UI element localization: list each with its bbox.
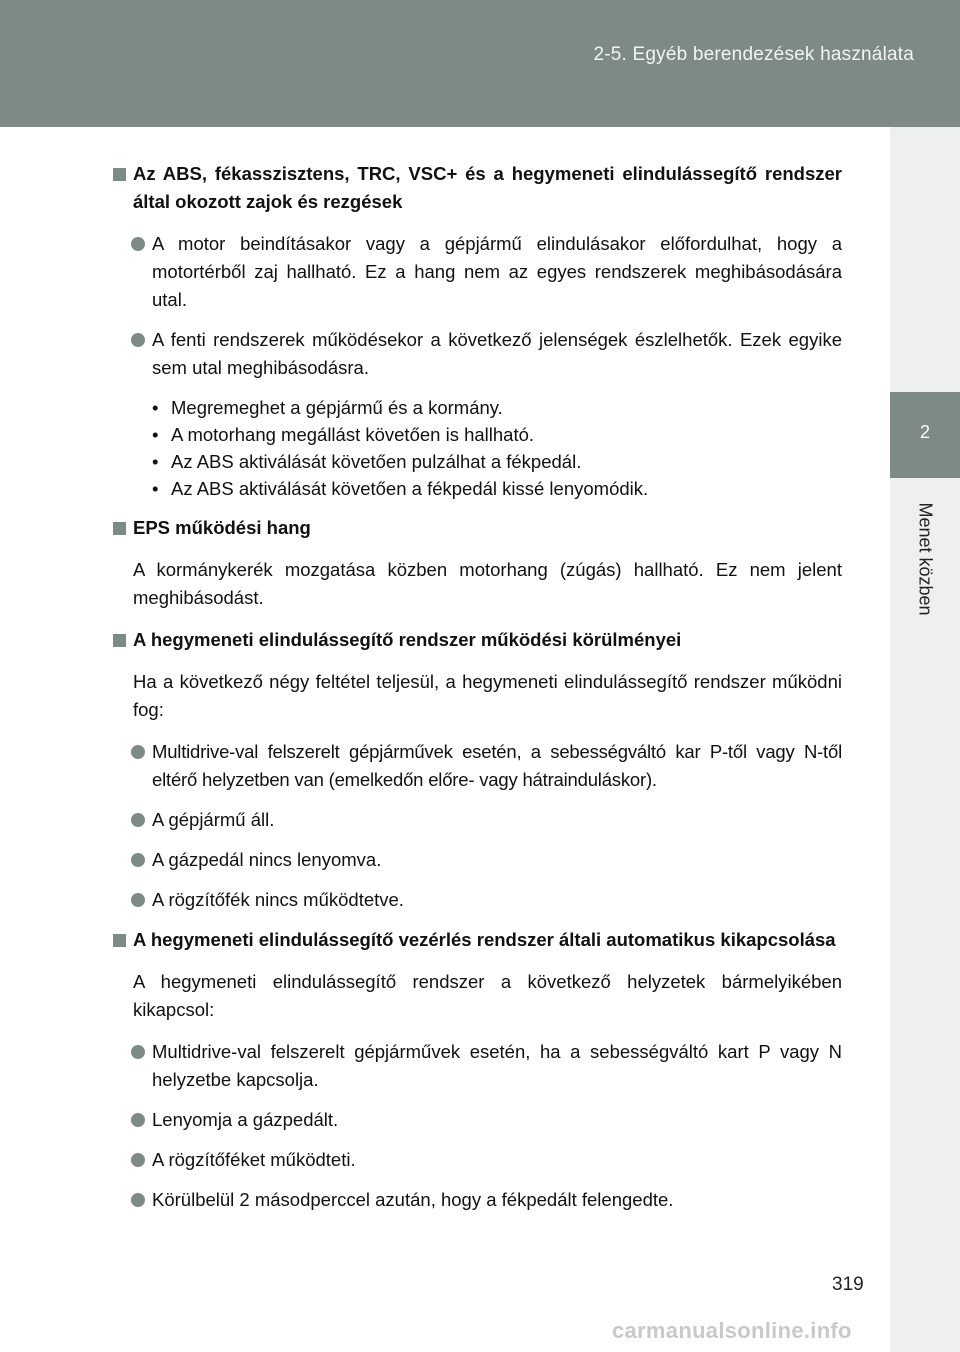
circle-bullet-icon [131,237,145,251]
list-item: A motor beindításakor vagy a gépjármű elindulásakor előfordulhat, hogy a motortérből zaj hallható. Ez a hang nem az egyes rendszerek meghibásodására utal. [111,230,842,314]
circle-bullet-icon [131,1193,145,1207]
list-item: Lenyomja a gázpedált. [111,1106,842,1134]
page-header [0,0,960,127]
circle-bullet-icon [131,333,145,347]
sub-list-item: • Az ABS aktiválását követően pulzálhat a fékpedál. [111,448,842,475]
chapter-title: 2-5. Egyéb berendezések használata [593,44,914,65]
circle-bullet-icon [131,745,145,759]
dot-marker: • [152,451,159,472]
circle-bullet-icon [131,1113,145,1127]
circle-bullet-icon [131,1045,145,1059]
square-bullet-icon [113,634,126,647]
dot-marker: • [152,397,159,418]
page-content [111,160,842,1226]
section-heading: A hegymeneti elindulássegítő rendszer működési körülményei [111,626,842,654]
list-item: Multidrive-val felszerelt gépjárművek esetén, a sebességváltó kar P-től vagy N-től eltérő helyzetben van (emelkedőn előre- vagy hátrainduláskor). [111,738,842,794]
side-strip-top [890,127,960,392]
chapter-number: 2 [919,422,930,442]
section-heading: Az ABS, fékasszisztens, TRC, VSC+ és a hegymeneti elindulássegítő rendszer által okozott zajok és rezgések [111,160,842,216]
circle-bullet-icon [131,893,145,907]
square-bullet-icon [113,522,126,535]
list-item: A fenti rendszerek működésekor a következő jelenségek észlelhetők. Ezek egyike sem utal meghibásodásra. [111,326,842,382]
square-bullet-icon [113,934,126,947]
watermark: carmanualsonline.info [612,1318,852,1343]
paragraph: A kormánykerék mozgatása közben motorhang (zúgás) hallható. Ez nem jelent meghibásodást. [133,559,842,608]
sub-list-item: • Megremeghet a gépjármű és a kormány. [111,394,842,421]
square-bullet-icon [113,168,126,181]
section-heading: A hegymeneti elindulássegítő vezérlés rendszer általi automatikus kikapcsolása [111,926,842,954]
sub-list [111,394,842,502]
list-item: Körülbelül 2 másodperccel azután, hogy a fékpedált felengedte. [111,1186,842,1214]
paragraph: A hegymeneti elindulássegítő rendszer a következő helyzetek bármelyikében kikapcsol: [133,971,842,1020]
circle-bullet-icon [131,853,145,867]
paragraph: Ha a következő négy feltétel teljesül, a hegymeneti elindulássegítő rendszer működni fog: [133,671,842,720]
list-item: Multidrive-val felszerelt gépjárművek esetén, ha a sebességváltó kart P vagy N helyzetbe kapcsolja. [111,1038,842,1094]
dot-marker: • [152,424,159,445]
list-item: A rögzítőféket működteti. [111,1146,842,1174]
sub-list-item: • Az ABS aktiválását követően a fékpedál kissé lenyomódik. [111,475,842,502]
dot-marker: • [152,478,159,499]
list-item: A gépjármű áll. [111,806,842,834]
chapter-tab [890,392,960,478]
chapter-label: Menet közben [915,502,936,616]
page-number: 319 [832,1274,864,1295]
list-item: A rögzítőfék nincs működtetve. [111,886,842,914]
list-item: A gázpedál nincs lenyomva. [111,846,842,874]
circle-bullet-icon [131,813,145,827]
sub-list-item: • A motorhang megállást követően is hallható. [111,421,842,448]
circle-bullet-icon [131,1153,145,1167]
section-heading: EPS működési hang [111,514,842,542]
